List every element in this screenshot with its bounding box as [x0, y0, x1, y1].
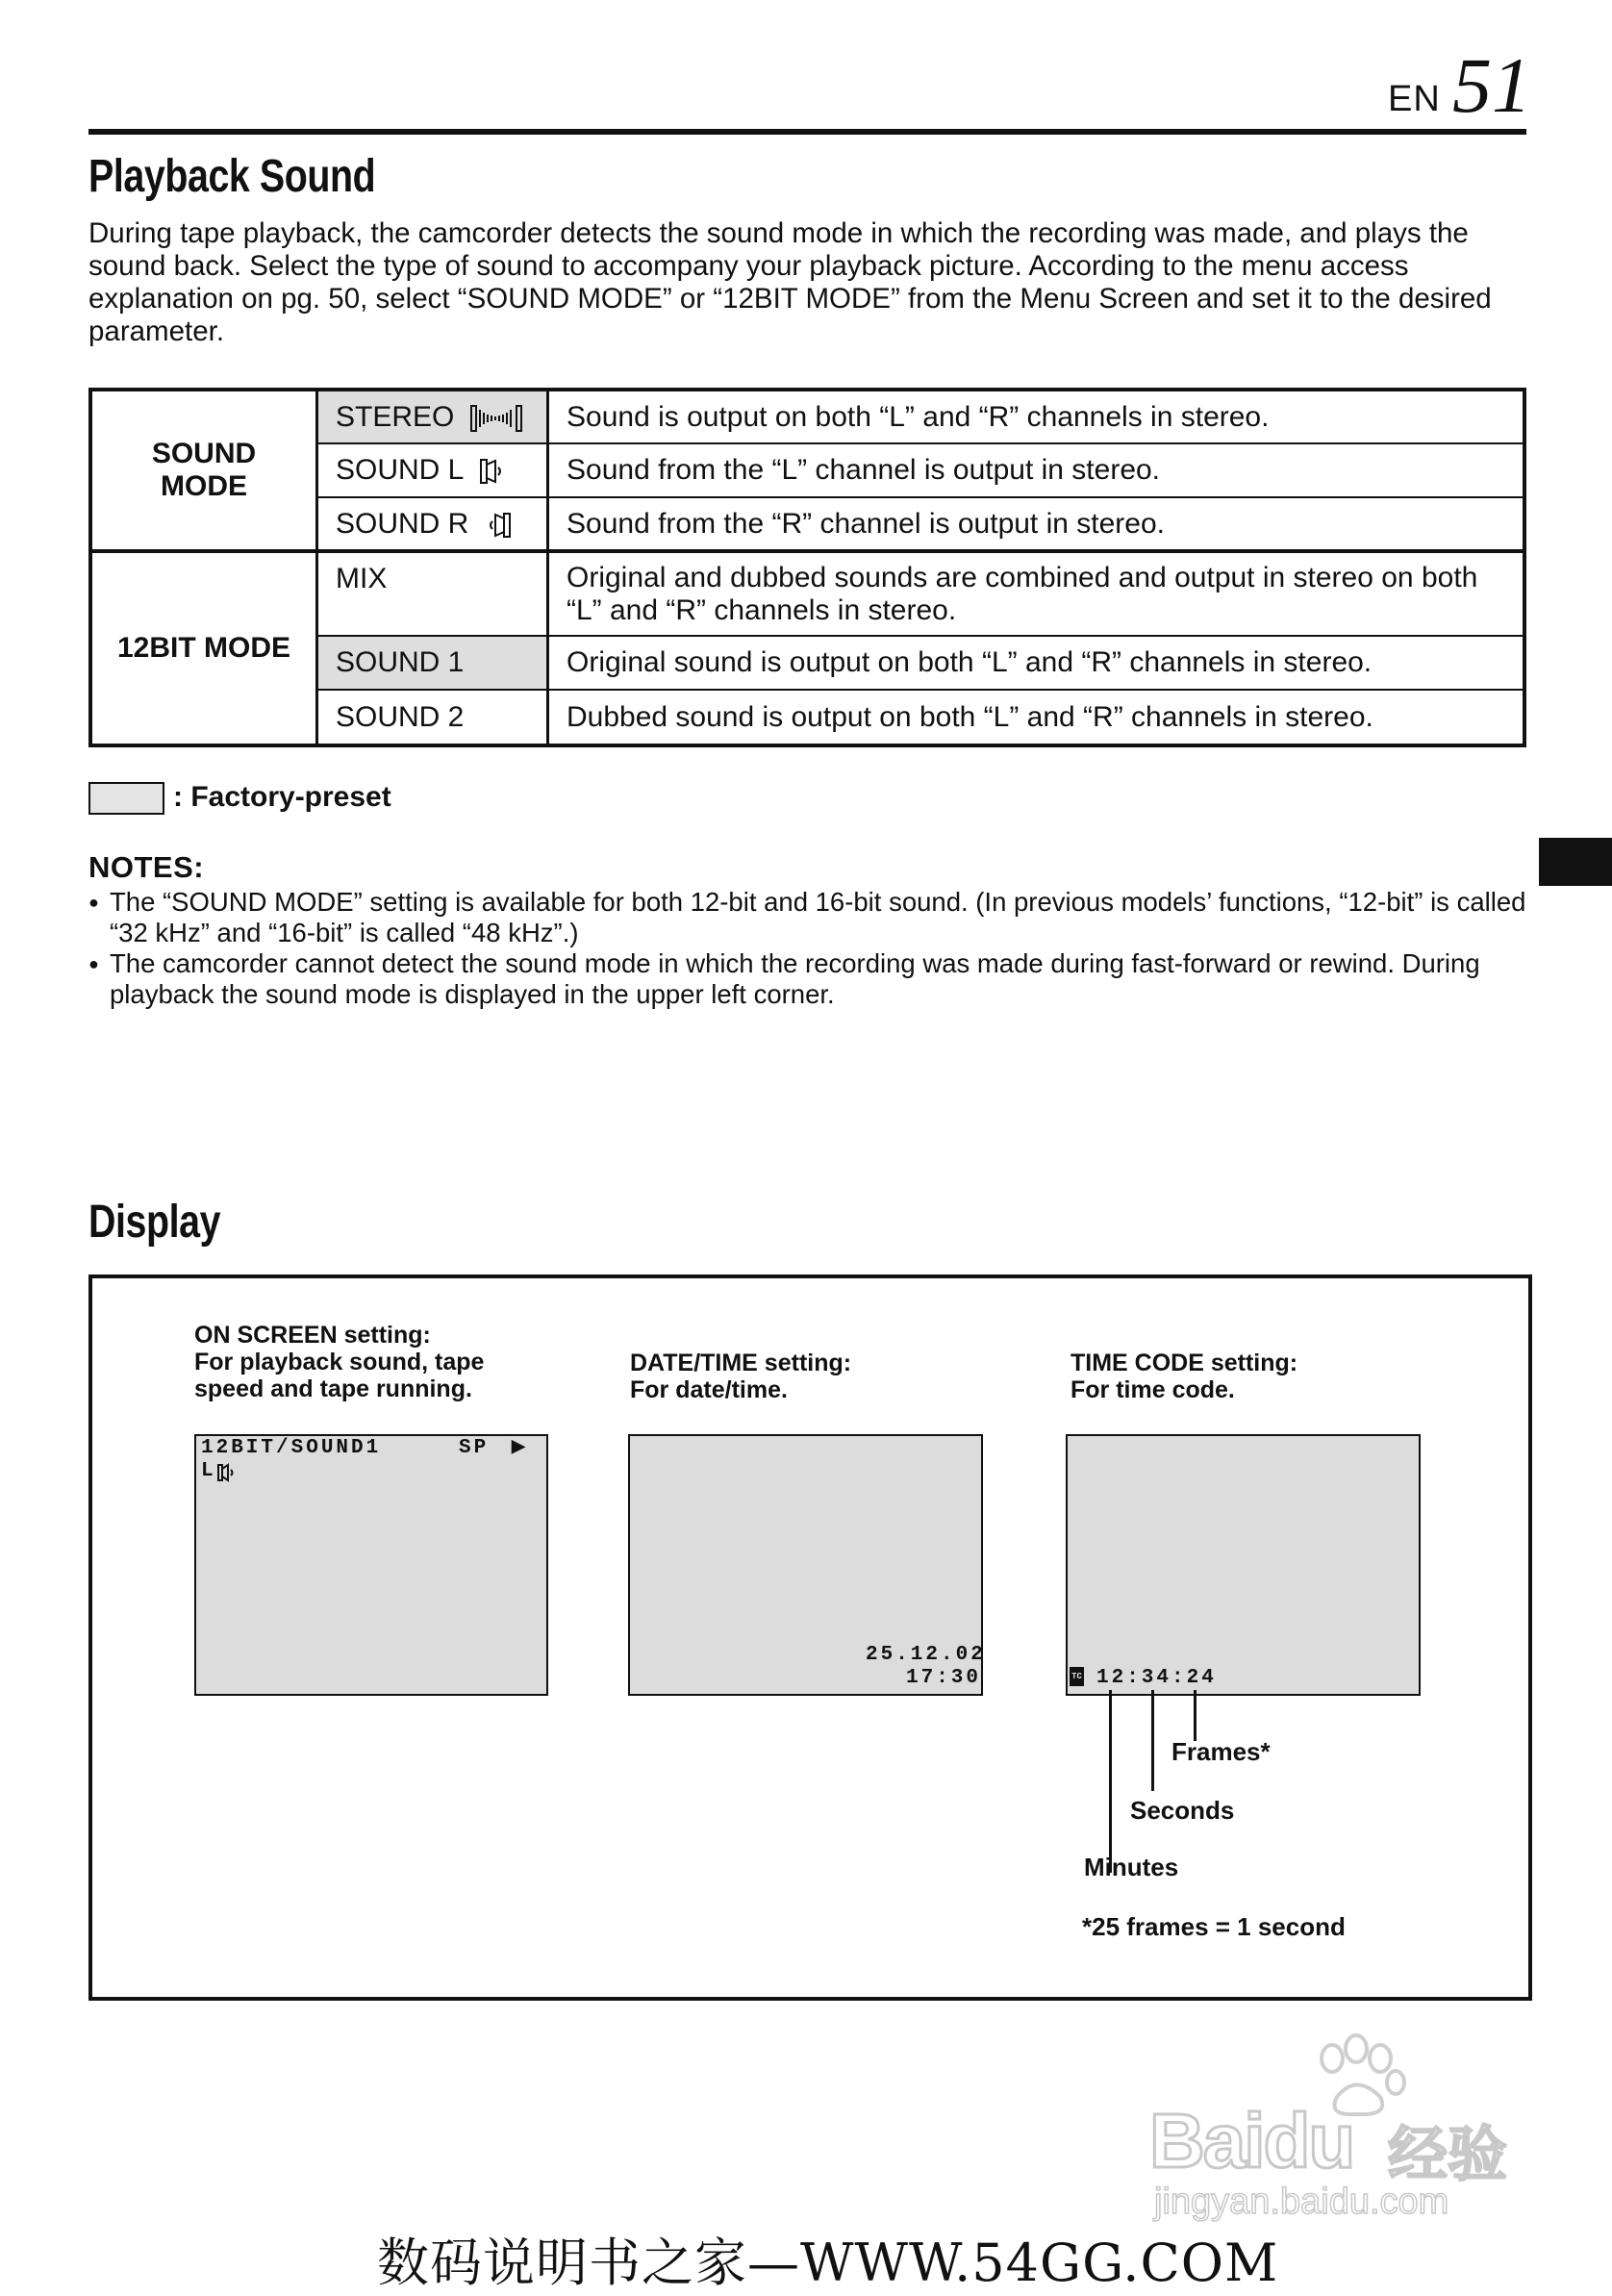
frames-footnote: *25 frames = 1 second [1082, 1912, 1346, 1941]
minutes-label: Minutes [1084, 1853, 1179, 1881]
note-item: ● The camcorder cannot detect the sound mode in which the recording was made during fast-forward or rewind. During playback the sound mode is displayed in the upper left corner. [88, 948, 1531, 1010]
minutes-leader-line [1109, 1690, 1112, 1873]
date-time-caption [630, 1350, 851, 1403]
option-label: SOUND L [336, 454, 464, 486]
seconds-label: Seconds [1130, 1796, 1235, 1825]
frames-leader-line [1194, 1690, 1196, 1741]
caption-line: For playback sound, tape [194, 1349, 485, 1375]
option-sound-1: SOUND 1 [317, 636, 548, 690]
right-speaker-icon [485, 511, 512, 540]
group-12bit-mode: 12BIT MODE [90, 551, 317, 745]
caption-line: For time code. [1070, 1376, 1235, 1403]
note-item: ● The “SOUND MODE” setting is available for both 12-bit and 16-bit sound. (In previous models’ functions, “12-bit” is called “32 kHz” and “16-bit” is called “48 kHz”.) [88, 887, 1531, 948]
caption-line: DATE/TIME setting: [630, 1350, 852, 1376]
option-description: Original sound is output on both “L” and “R” channels in stereo. [548, 636, 1525, 690]
section-title-playback-sound: Playback Sound [88, 151, 376, 202]
left-speaker-icon [217, 1462, 237, 1483]
osd-sound-mode: 12BIT/SOUND1 [201, 1437, 382, 1459]
stereo-speakers-icon [470, 404, 522, 433]
baidu-watermark [1140, 2030, 1524, 2222]
watermark-cn: 经验 [1388, 2119, 1508, 2189]
option-stereo [317, 390, 548, 443]
sound-mode-table [88, 388, 1526, 747]
chapter-tab-marker [1539, 838, 1612, 886]
option-description: Sound from the “L” channel is output in stereo. [548, 443, 1525, 497]
language-code: EN [1388, 79, 1441, 119]
frames-label: Frames* [1171, 1737, 1271, 1766]
option-label: STEREO [336, 400, 455, 433]
time-code-caption [1070, 1350, 1297, 1403]
on-screen-caption [194, 1322, 484, 1402]
osd-channel: L [201, 1460, 216, 1482]
section-title-display: Display [88, 1197, 221, 1248]
option-label: SOUND R [336, 507, 469, 540]
option-sound-l [317, 443, 548, 497]
watermark-url: jingyan.baidu.com [1154, 2182, 1449, 2222]
header-rule [88, 129, 1526, 135]
notes-list [88, 887, 1531, 1010]
option-description: Original and dubbed sounds are combined and output in stereo on both “L” and “R” channels in stereo. [548, 551, 1525, 636]
option-mix: MIX [317, 551, 548, 636]
left-speaker-icon [479, 457, 506, 486]
page-number: 51 [1452, 41, 1531, 129]
time-code-monitor [1066, 1434, 1421, 1696]
option-description: Dubbed sound is output on both “L” and “R” channels in stereo. [548, 690, 1525, 745]
watermark-brand: Baidu [1149, 2098, 1354, 2183]
play-icon: ▶ [512, 1438, 528, 1457]
option-sound-r [317, 497, 548, 551]
caption-line: TIME CODE setting: [1070, 1350, 1298, 1376]
notes-heading: NOTES: [88, 850, 205, 884]
option-description: Sound from the “R” channel is output in stereo. [548, 497, 1525, 551]
on-screen-monitor [194, 1434, 548, 1696]
osd-tape-speed: SP [459, 1437, 490, 1459]
factory-preset-legend: : Factory-preset [173, 781, 391, 813]
time-code-icon: TC [1070, 1667, 1084, 1686]
group-sound-mode: SOUND MODE [90, 390, 317, 551]
seconds-leader-line [1151, 1690, 1154, 1791]
osd-time: 17:30 [906, 1667, 982, 1689]
osd-time-code: 12:34:24 [1096, 1667, 1217, 1689]
osd-date: 25.12.02 [866, 1644, 986, 1666]
intro-paragraph: During tape playback, the camcorder detects the sound mode in which the recording was made, and plays the sound back. Select the type of sound to accompany your playback picture. According to the menu access explanation on pg. 50, select “SOUND MODE” or “12BIT MODE” from the Menu Screen and set it to the desired parameter. [88, 217, 1492, 347]
option-sound-2: SOUND 2 [317, 690, 548, 745]
option-description: Sound is output on both “L” and “R” channels in stereo. [548, 390, 1525, 443]
caption-line: speed and tape running. [194, 1375, 472, 1402]
caption-line: ON SCREEN setting: [194, 1322, 431, 1349]
footer-site-credit: 数码说明书之家—WWW.54GG.COM [377, 2233, 1279, 2293]
caption-line: For date/time. [630, 1376, 788, 1403]
factory-preset-swatch [88, 782, 164, 815]
